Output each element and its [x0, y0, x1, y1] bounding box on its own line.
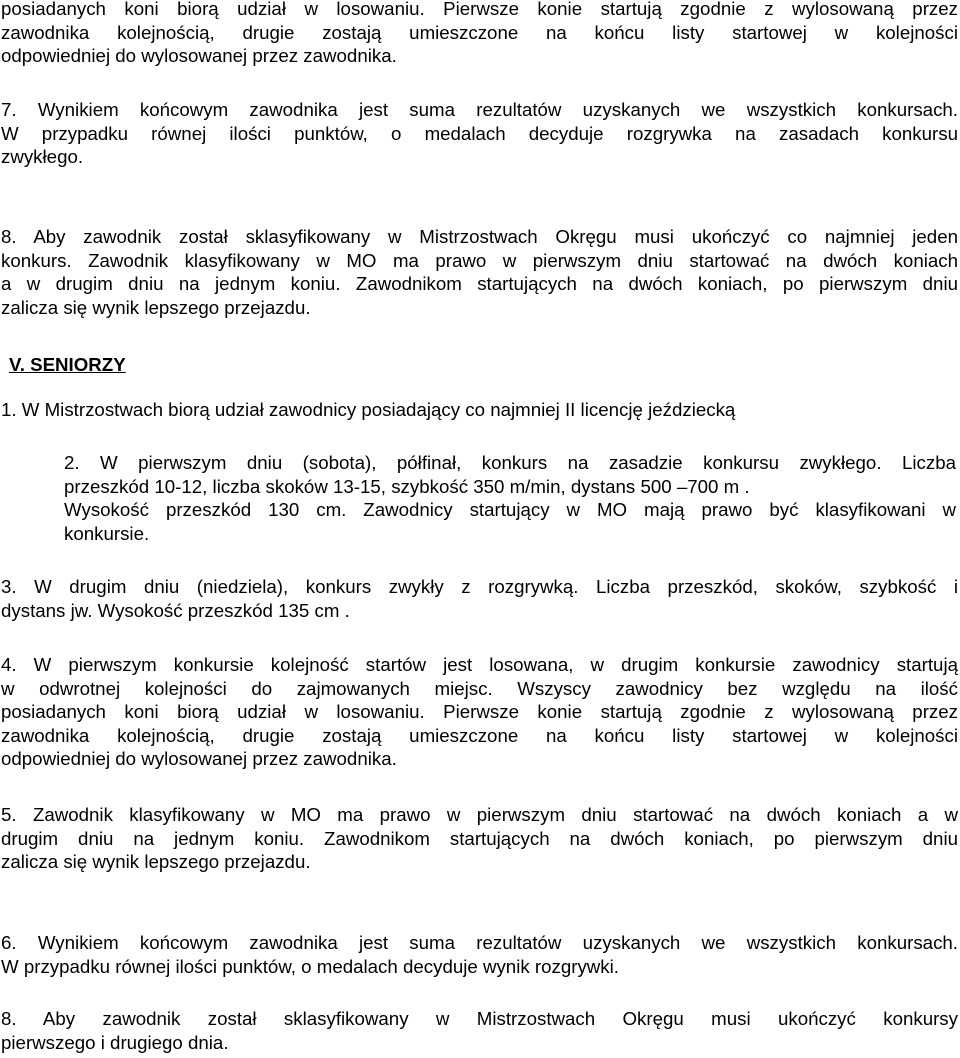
text-line: przeszkód 10-12, liczba skoków 13-15, szybkość 350 m/min, dystans 500 –700 m .: [64, 475, 750, 497]
text-line: 8. Aby zawodnik został sklasyfikowany w Mistrzostwach Okręgu musi ukończyć konkursy: [1, 1008, 958, 1029]
text-line: odpowiedniej do wylosowanej przez zawodnika.: [1, 45, 397, 67]
text-line: 8. Aby zawodnik został sklasyfikowany w Mistrzostwach Okręgu musi ukończyć co najmniej jeden: [1, 226, 958, 247]
text-line: drugim dniu na jednym koniu. Zawodnikom startujących na dwóch koniach, po pierwszym dniu: [1, 827, 958, 849]
text-line: konkursie.: [64, 522, 150, 544]
section-heading-seniors: [9, 353, 309, 377]
section-heading: V. SENIORZY: [9, 354, 126, 375]
text-line: 4. W pierwszym konkursie kolejność startów jest losowana, w drugim konkursie zawodnicy startują: [1, 654, 958, 675]
text-line: zawodnika kolejnością, drugie zostają umieszczone na końcu listy startowej w kolejności: [1, 21, 958, 43]
paragraph-7-final-result: [1, 98, 958, 169]
text-line: Wysokość przeszkód 130 cm. Zawodnicy startujący w MO mają prawo być klasyfikowani w: [64, 499, 956, 521]
seniors-item-6: [1, 931, 958, 978]
text-line: pierwszego i drugiego dnia.: [1, 1031, 229, 1053]
text-line: 1. W Mistrzostwach biorą udział zawodnicy posiadający co najmniej II licencję jeździecką: [1, 399, 736, 420]
seniors-item-1: [1, 398, 958, 422]
text-line: posiadanych koni biorą udział w losowaniu. Pierwsze konie startują zgodnie z wylosowaną przez: [1, 701, 958, 723]
text-line: 2. W pierwszym dniu (sobota), półfinał, konkurs na zasadzie konkursu zwykłego. Liczba: [64, 452, 956, 473]
text-line: 5. Zawodnik klasyfikowany w MO ma prawo w pierwszym dniu startować na dwóch koniach a w: [1, 804, 958, 825]
text-line: 7. Wynikiem końcowym zawodnika jest suma rezultatów uzyskanych we wszystkich konkursach.: [1, 99, 958, 120]
seniors-item-4: [1, 653, 958, 771]
seniors-item-8: [1, 1007, 958, 1054]
text-line: a w drugim dniu na jednym koniu. Zawodnikom startujących na dwóch koniach, po pierwszym dniu: [1, 273, 958, 295]
paragraph-8-classification: [1, 225, 958, 319]
text-line: odpowiedniej do wylosowanej przez zawodnika.: [1, 748, 397, 770]
text-line: w odwrotnej kolejności do zajmowanych miejsc. Wszyscy zawodnicy bez względu na ilość: [1, 677, 958, 699]
seniors-item-2: [64, 451, 956, 545]
seniors-item-5: [1, 803, 958, 874]
text-line: zalicza się wynik lepszego przejazdu.: [1, 296, 311, 318]
text-line: 3. W drugim dniu (niedziela), konkurs zwykły z rozgrywką. Liczba przeszkód, skoków, szybkość i: [1, 576, 958, 597]
seniors-item-3: [1, 575, 958, 622]
text-line: zawodnika kolejnością, drugie zostają umieszczone na końcu listy startowej w kolejności: [1, 724, 958, 746]
text-line: posiadanych koni biorą udział w losowaniu. Pierwsze konie startują zgodnie z wylosowaną przez: [1, 0, 958, 19]
text-line: zwykłego.: [1, 146, 84, 168]
text-line: W przypadku równej ilości punktów, o medalach decyduje wynik rozgrywki.: [1, 955, 619, 977]
text-line: konkurs. Zawodnik klasyfikowany w MO ma prawo w pierwszym dniu startować na dwóch koniach: [1, 249, 958, 271]
paragraph-draw-continuation: [1, 0, 958, 68]
text-line: dystans jw. Wysokość przeszkód 135 cm .: [1, 599, 350, 621]
text-line: W przypadku równej ilości punktów, o medalach decyduje rozgrywka na zasadach konkursu: [1, 122, 958, 144]
text-line: 6. Wynikiem końcowym zawodnika jest suma rezultatów uzyskanych we wszystkich konkursach.: [1, 932, 958, 953]
text-line: zalicza się wynik lepszego przejazdu.: [1, 851, 311, 873]
